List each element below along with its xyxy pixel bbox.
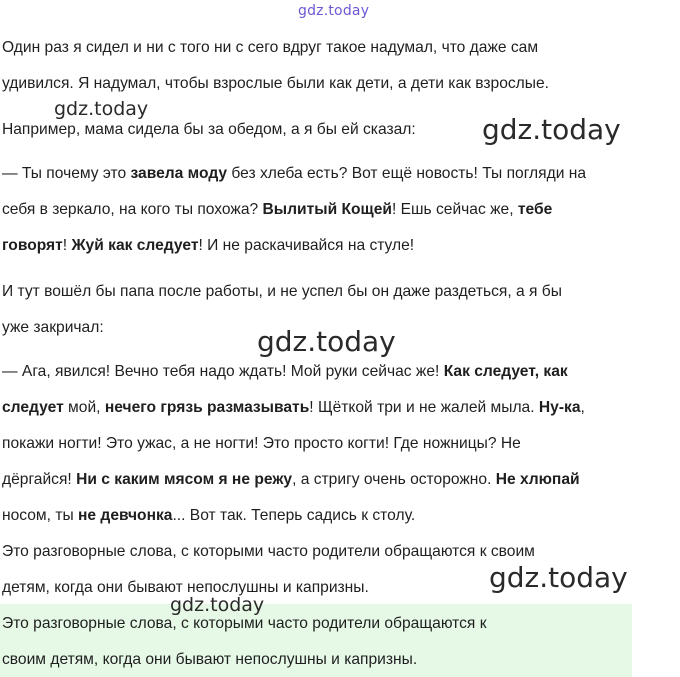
watermark: gdz.today: [298, 3, 370, 19]
text-line: [2, 506, 415, 526]
text-segment: ,: [580, 399, 585, 416]
watermark: gdz.today: [257, 325, 396, 358]
text-line: [2, 542, 535, 562]
text-segment: без хлеба есть? Вот ещё новость! Ты погляди на: [227, 165, 587, 182]
text-segment: своим детям, когда они бывают непослушны и капризны.: [2, 651, 418, 668]
highlighted-phrase: Ну-ка: [538, 399, 581, 416]
highlighted-phrase: Ни с каким мясом я не режу: [76, 471, 293, 488]
text-line: [2, 434, 521, 454]
text-segment: , а стригу очень осторожно.: [292, 471, 496, 488]
text-line: [2, 470, 580, 490]
text-segment: Это разговорные слова, с которыми часто родители обращаются к: [2, 615, 487, 632]
text-segment: покажи ногти! Это ужас, а не ногти! Это просто когти! Где ножницы? Не: [2, 435, 521, 452]
text-line: [2, 38, 538, 58]
text-line: [2, 120, 416, 140]
text-line: [2, 318, 104, 338]
text-segment: ... Вот так. Теперь садись к столу.: [172, 507, 416, 524]
text-segment: носом, ты: [2, 507, 78, 524]
highlighted-phrase: следует: [2, 399, 64, 416]
text-line: [2, 282, 562, 302]
text-segment: Например, мама сидела бы за обедом, а я бы ей сказал:: [2, 121, 416, 138]
highlighted-phrase: не девчонка: [78, 507, 173, 524]
text-segment: Один раз я сидел и ни с того ни с сего вдруг такое надумал, что даже сам: [2, 39, 539, 56]
text-line: [2, 236, 414, 256]
text-line: [2, 398, 585, 418]
watermark: gdz.today: [482, 113, 621, 146]
text-segment: дёргайся!: [2, 471, 77, 488]
text-line: [2, 164, 586, 184]
answer-line: [2, 650, 417, 670]
text-segment: !: [62, 237, 72, 254]
watermark: gdz.today: [54, 98, 149, 120]
text-segment: себя в зеркало, на кого ты похожа?: [2, 201, 263, 218]
text-segment: ! Ешь сейчас же,: [391, 201, 518, 218]
text-segment: Это разговорные слова, с которыми часто родители обращаются к своим: [2, 543, 535, 560]
text-segment: мой,: [63, 399, 105, 416]
watermark: gdz.today: [489, 561, 628, 594]
highlighted-phrase: Как следует, как: [443, 363, 568, 380]
text-segment: удивился. Я надумал, чтобы взрослые были как дети, а дети как взрослые.: [2, 75, 549, 92]
text-segment: И тут вошёл бы папа после работы, и не успел бы он даже раздеться, а я бы: [2, 283, 562, 300]
text-line: [2, 362, 568, 382]
text-segment: — Ага, явился! Вечно тебя надо ждать! Мой руки сейчас же!: [2, 363, 444, 380]
text-line: [2, 74, 549, 94]
highlighted-phrase: Вылитый Кощей: [262, 201, 392, 218]
text-segment: ! Щёткой три и не жалей мыла.: [309, 399, 539, 416]
text-segment: уже закричал:: [2, 319, 104, 336]
highlighted-phrase: завела моду: [130, 165, 228, 182]
highlighted-phrase: нечего грязь размазывать: [104, 399, 310, 416]
text-segment: детям, когда они бывают непослушны и капризны.: [2, 579, 369, 596]
highlighted-phrase: Жуй как следует: [71, 237, 199, 254]
highlighted-phrase: Не хлюпай: [495, 471, 580, 488]
watermark: gdz.today: [170, 594, 265, 616]
text-segment: ! И не раскачивайся на стуле!: [198, 237, 415, 254]
text-segment: — Ты почему это: [2, 165, 131, 182]
highlighted-phrase: тебе: [517, 201, 553, 218]
highlighted-phrase: говорят: [2, 237, 63, 254]
answer-line: [2, 614, 487, 634]
text-line: [2, 200, 552, 220]
